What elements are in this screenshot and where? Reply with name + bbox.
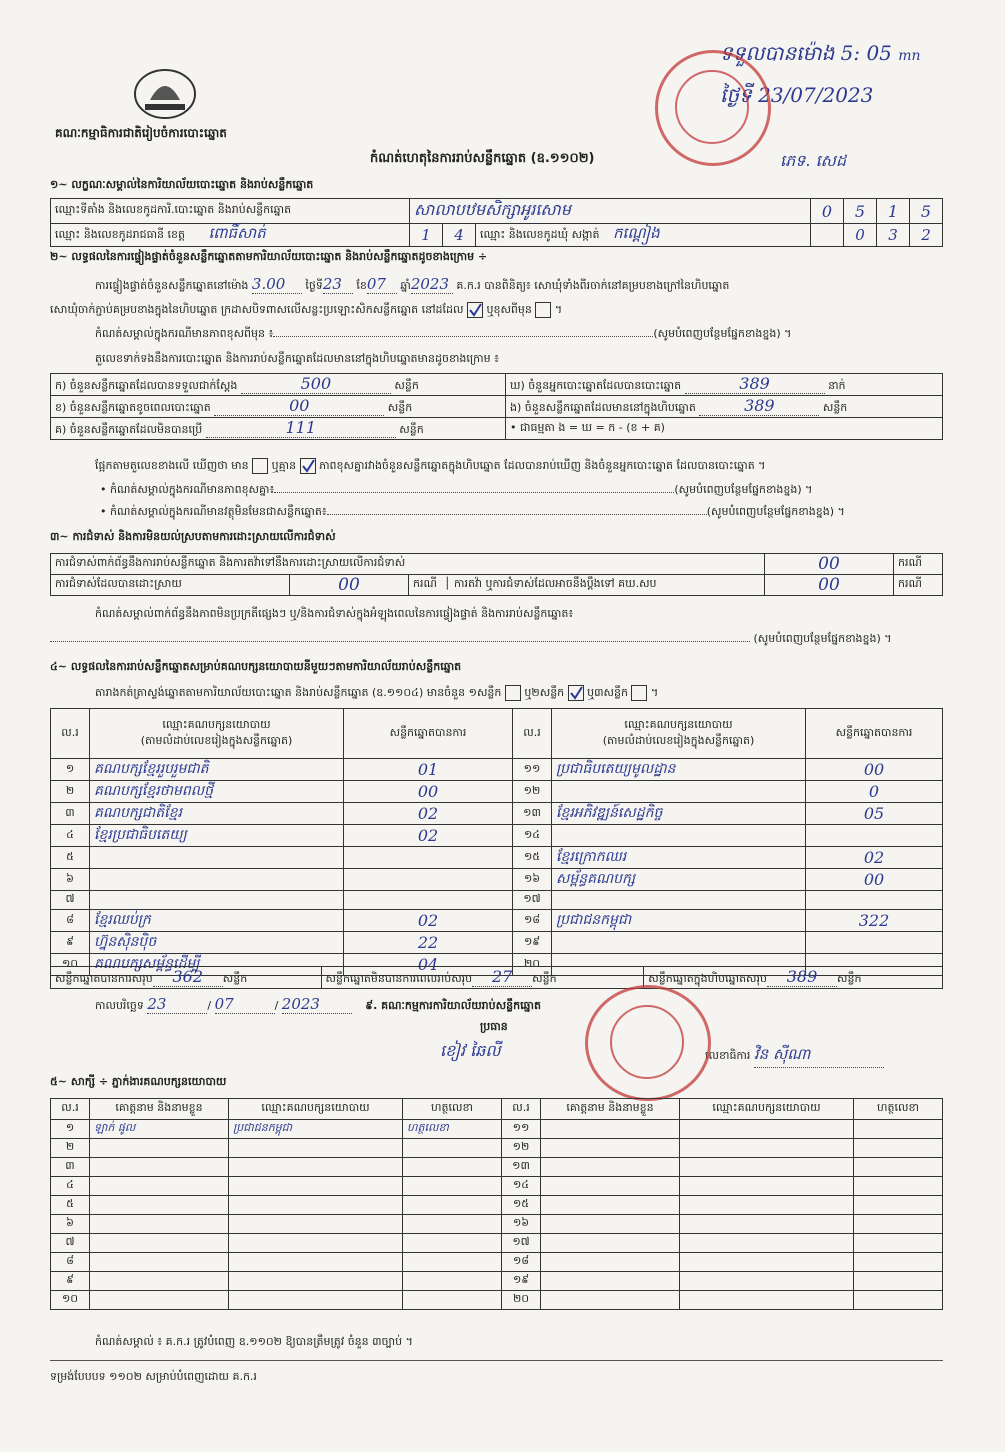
location-code-4: 5 xyxy=(910,199,943,224)
location-value: សាលាបឋមសិក្សាអូរសោម xyxy=(410,199,811,224)
section1-heading: ១~ លក្ខណៈសម្គាល់នៃការិយាល័យបោះឆ្នោត និងរាប់សន្លឹកឆ្នោត xyxy=(50,178,314,191)
figures-intro: តួលេខទាក់ទងនឹងការបោះឆ្នោត និងការរាប់សន្លឹកឆ្នោតដែលមាននៅក្នុងហិបឆ្នោតមានដូចខាងក្រោម ៖ xyxy=(95,352,499,365)
witness-signature xyxy=(403,1177,502,1196)
form-footer: ទម្រង់បែបបទ ១១០២ សម្រាប់បំពេញដោយ គ.ក.រ xyxy=(50,1370,257,1383)
party-votes: 0 xyxy=(806,781,943,803)
section4-heading: ៤~ លទ្ធផលនៃការរាប់សន្លឹកឆ្នោតសម្រាប់គណបក្សនយោបាយនីមួយៗតាមការិយាល័យរាប់សន្លឹកឆ្នោត xyxy=(50,660,462,673)
party-name: គណបក្សសម្ព័ន្ធដើម្បី xyxy=(90,954,344,976)
witness-signature xyxy=(403,1272,502,1291)
three-sheets-checkbox[interactable] xyxy=(631,685,647,701)
party-votes: 02 xyxy=(344,803,513,825)
col-votes: សន្លឹកឆ្នោតបានការ xyxy=(344,709,513,759)
witness-no: ១៣ xyxy=(502,1158,541,1177)
witness-signature xyxy=(854,1196,943,1215)
footer-divider xyxy=(50,1360,943,1361)
box-ballots-row: ង) ចំនួនសន្លឹកឆ្នោតដែលមាននៅក្នុងហិបឆ្នោត 389 សន្លឹក xyxy=(506,396,943,418)
witness-name xyxy=(90,1177,229,1196)
objections-count: 00 xyxy=(765,554,894,575)
witness-name xyxy=(541,1158,680,1177)
table-row xyxy=(51,1177,943,1196)
witness-no: ១៩ xyxy=(502,1272,541,1291)
witness-party xyxy=(229,1234,403,1253)
party-name: គណបក្សជាតិខ្មែរ xyxy=(90,803,344,825)
party-votes: 322 xyxy=(806,910,943,932)
party-name: ខ្មែរប្រជាធិបតេយ្យ xyxy=(90,825,344,847)
totals-table xyxy=(50,966,943,989)
witness-party xyxy=(680,1120,854,1139)
witness-no: ២ xyxy=(51,1139,90,1158)
witness-party xyxy=(680,1177,854,1196)
total-invalid: សន្លឹកឆ្នោតមិនបានការពេលរាប់សរុប 27 សន្លឹក xyxy=(321,967,644,989)
table-row xyxy=(51,781,943,803)
row-no: ១៨ xyxy=(513,910,552,932)
witness-no: ១ xyxy=(51,1120,90,1139)
witness-name xyxy=(541,1272,680,1291)
party-votes: 02 xyxy=(344,910,513,932)
resolved-label: ការជំទាស់ដែលបានដោះស្រាយ xyxy=(51,575,290,596)
location-code-3: 1 xyxy=(877,199,910,224)
party-name xyxy=(90,891,344,910)
witness-name xyxy=(90,1139,229,1158)
witness-party: ប្រជាជនកម្ពុជា xyxy=(229,1120,403,1139)
table-row xyxy=(51,932,943,954)
witness-name xyxy=(90,1196,229,1215)
witness-name xyxy=(90,1215,229,1234)
witness-signature xyxy=(403,1215,502,1234)
witness-name xyxy=(541,1215,680,1234)
formula: • ជាធម្មតា ង = ឃ = ក - (ខ + គ) xyxy=(506,418,943,440)
witness-party xyxy=(680,1139,854,1158)
org-name: គណៈកម្មាធិការជាតិរៀបចំការបោះឆ្នោត xyxy=(55,126,227,140)
row-no: ១៦ xyxy=(513,869,552,891)
party-votes xyxy=(806,825,943,847)
irregularities-note: កំណត់សម្គាល់ពាក់ព័ន្ធនឹងភាពមិនប្រក្រតីផ្សេងៗ ឬ/និងការជំទាស់ក្នុងអំឡុងពេលនៃការផ្ទៀងផ្ទាត់ និងការរាប់សន្លឹកឆ្នោត៖ xyxy=(95,607,574,620)
verification-line: ការផ្ទៀងផ្ទាត់ចំនួនសន្លឹកឆ្នោតនៅម៉ោង 3.00 ថ្ងៃទី23 ខែ07 ឆ្នាំ2023 គ.ក.រ បានពិនិត្យ៖ សោឃុំទាំងពីរចាក់នៅគម្របខាងក្រៅនៃហិបឆ្នោត xyxy=(95,275,730,293)
no-discrepancy-checkbox[interactable] xyxy=(300,458,316,474)
location-code-2: 5 xyxy=(844,199,877,224)
irregularities-fill: (សូមបំពេញបន្ថែមផ្នែកខាងខ្នង) ។ xyxy=(50,632,943,648)
discrepancy-note: • កំណត់សម្គាល់ក្នុងករណីមានភាពខុសគ្នា៖ (សូមបំពេញបន្ថែមផ្នែកខាងខ្នង) ។ xyxy=(100,483,813,496)
table-row xyxy=(51,1158,943,1177)
witness-no: ១២ xyxy=(502,1139,541,1158)
witness-signature xyxy=(854,1158,943,1177)
official-stamp-top-inner xyxy=(675,70,749,144)
witness-name xyxy=(90,1253,229,1272)
party-votes: 22 xyxy=(344,932,513,954)
table-row xyxy=(51,1120,943,1139)
total-in-box: សន្លឹកឆ្នោតក្នុងហិបឆ្នោតសរុប 389 សន្លឹក xyxy=(644,967,943,989)
commune-code-3: 2 xyxy=(910,224,943,247)
row-no: ១៧ xyxy=(513,891,552,910)
received-ballots-row: ក) ចំនួនសន្លឹកឆ្នោតដែលបានទទួលជាក់ស្ដែង 500 សន្លឹក xyxy=(51,374,506,396)
party-votes: 00 xyxy=(806,759,943,781)
witness-signature xyxy=(854,1120,943,1139)
party-name xyxy=(552,825,806,847)
witness-name xyxy=(90,1272,229,1291)
witness-no: ៩ xyxy=(51,1272,90,1291)
witness-signature xyxy=(403,1291,502,1310)
party-name: ខ្មែរអភិវឌ្ឍន៍សេដ្ឋកិច្ច xyxy=(552,803,806,825)
table-row xyxy=(51,910,943,932)
witness-party xyxy=(680,1158,854,1177)
witness-no: ៨ xyxy=(51,1253,90,1272)
voters-row: ឃ) ចំនួនអ្នកបោះឆ្នោតដែលបានបោះឆ្នោត 389 នាក់ xyxy=(506,374,943,396)
witness-signature xyxy=(854,1234,943,1253)
party-results-table: ល.រ ឈ្មោះគណបក្សនយោបាយ (តាមលំដាប់លេខរៀងក្នុងសន្លឹកឆ្នោត) សន្លឹកឆ្នោតបានការ ល.រ ឈ្មោះគណបក្សនយោបាយ (តាមលំដាប់លេខរៀងក្នុងសន្លឹកឆ្នោត) សន្លឹកឆ្នោតបានការ ១ គណបក្សខ្មែររួបរួមជាតិ 01 ១១ ប្រជាធិបតេយ្យមូលដ្ឋាន 00 ២ គណបក្សខ្មែរថាមពលថ្មី 00 ១២ 0 ៣ គណបក្សជាតិខ្មែរ 02 ១៣ ខ្មែរអភិវឌ្ឍន៍សេដ្ឋកិច្ច 05 ៤ ខ្មែរប្រជាធិបតេយ្យ 02 ១៤ ៥ ១៥ ខ្មែរក្រោកឈរ 02 ៦ ១៦ សម្ព័ន្ធគណបក្ស 00 ៧ ១៧ ៨ ខ្មែរឈប់ក្រ 02 ១៨ ប្រជាជនកម្ពុជា 322 ៩ ហ្វ៊ុនស៊ិនប៉ិច 22 ១៩ ១០ គណបក្សសម្ព័ន្ធដើម្បី 04 ២០ xyxy=(50,708,943,976)
col-party: ឈ្មោះគណបក្សនយោបាយ (តាមលំដាប់លេខរៀងក្នុងសន្លឹកឆ្នោត) xyxy=(90,709,344,759)
party-votes: 00 xyxy=(344,781,513,803)
table-row xyxy=(51,759,943,781)
party-name xyxy=(90,869,344,891)
row-no: ៤ xyxy=(51,825,90,847)
two-sheets-checkbox[interactable] xyxy=(568,685,584,701)
table-row xyxy=(51,1139,943,1158)
witness-party xyxy=(229,1196,403,1215)
party-name xyxy=(552,781,806,803)
witness-no: ១៥ xyxy=(502,1196,541,1215)
party-votes xyxy=(344,891,513,910)
witness-no: ៧ xyxy=(51,1234,90,1253)
party-name: ខ្មែរក្រោកឈរ xyxy=(552,847,806,869)
objections-table: ការជំទាស់ពាក់ព័ន្ធនឹងការរាប់សន្លឹកឆ្នោត និងការតវ៉ាទៅនឹងការដោះស្រាយលើការជំទាស់ 00 ករណី ការជំទាស់ដែលបានដោះស្រាយ 00 ករណី │ ការតវ៉ា ឬការជំទាស់ដែលអាចនឹងប្ដឹងទៅ គឃ.សប 00 ករណី xyxy=(50,553,943,596)
received-initials: ភេទ. សេដ xyxy=(780,151,847,170)
appeal-label: ករណី │ ការតវ៉ា ឬការជំទាស់ដែលអាចនឹងប្ដឹងទៅ គឃ.សប xyxy=(409,575,765,596)
has-discrepancy-checkbox[interactable] xyxy=(252,458,268,474)
witness-no: ៣ xyxy=(51,1158,90,1177)
row-no: ១២ xyxy=(513,781,552,803)
witness-no: ១៧ xyxy=(502,1234,541,1253)
table-row xyxy=(51,825,943,847)
received-date: ថ្ងៃទី 23/07/2023 xyxy=(720,83,874,107)
province-label: ឈ្មោះ និងលេខកូដរាជធានី ខេត្ត ពោធិ៍សាត់ xyxy=(51,224,410,247)
location-code-1: 0 xyxy=(811,199,844,224)
commune-code-2: 3 xyxy=(877,224,910,247)
footnote: កំណត់សម្គាល់ ៖ គ.ក.រ ត្រូវបំពេញ ឧ.១១០២ ឱ្យបានត្រឹមត្រូវ ចំនួន ៣ច្បាប់ ។ xyxy=(95,1335,413,1348)
witness-party xyxy=(229,1139,403,1158)
appeal-count: 00 xyxy=(765,575,894,596)
location-label: ឈ្មោះទីតាំង និងលេខកូដការិ.បោះឆ្នោត និងរាប់សន្លឹកឆ្នោត xyxy=(51,199,410,224)
witness-party xyxy=(229,1253,403,1272)
one-sheet-checkbox[interactable] xyxy=(505,685,521,701)
table-row xyxy=(51,1291,943,1310)
table-row xyxy=(51,1196,943,1215)
table-row xyxy=(51,1234,943,1253)
discrepancy-line: ផ្អែកតាមតួលេខខាងលើ ឃើញថា មាន ឬគ្មាន ភាពខុសគ្នារវាងចំនួនសន្លឹកឆ្នោតក្នុងហិបឆ្នោត ដែលបានរាប់ឃើញ និងចំនួនអ្នកបោះឆ្នោត ដែលបានបោះឆ្នោត ។ xyxy=(95,459,766,472)
seal-same-checkbox[interactable] xyxy=(467,302,483,318)
witness-party xyxy=(680,1253,854,1272)
party-votes: 05 xyxy=(806,803,943,825)
witness-table: ល.រ គោត្តនាម និងនាមខ្លួន ឈ្មោះគណបក្សនយោបាយ ហត្ថលេខា ល.រ គោត្តនាម និងនាមខ្លួន ឈ្មោះគណបក្សនយោបាយ ហត្ថលេខា ១ ឡាក់ ផូល ប្រជាជនកម្ពុជា ហត្ថលេខា ១១ ២ ១២ ៣ ១៣ ៤ ១៤ ៥ ១៥ ៦ ១៦ ៧ ១៧ ៨ ១៨ ៩ ១៩ ១០ ២០ xyxy=(50,1098,943,1310)
witness-name xyxy=(541,1291,680,1310)
witness-no: ១៤ xyxy=(502,1177,541,1196)
row-no: ១១ xyxy=(513,759,552,781)
witness-signature xyxy=(403,1253,502,1272)
table-row xyxy=(51,869,943,891)
witness-no: ៥ xyxy=(51,1196,90,1215)
witness-name xyxy=(541,1139,680,1158)
section5-heading: ៥~ សាក្សី ÷ ភ្នាក់ងារគណបក្សនយោបាយ xyxy=(50,1075,227,1088)
row-no: ១៣ xyxy=(513,803,552,825)
witness-party xyxy=(229,1215,403,1234)
party-votes: 00 xyxy=(806,869,943,891)
party-name xyxy=(552,891,806,910)
witness-no: ១៨ xyxy=(502,1253,541,1272)
witness-party xyxy=(680,1215,854,1234)
row-no: ៥ xyxy=(51,847,90,869)
party-name: គណបក្សខ្មែរថាមពលថ្មី xyxy=(90,781,344,803)
row-no: ១៤ xyxy=(513,825,552,847)
row-no: ៩ xyxy=(51,932,90,954)
unused-ballots-row: គ) ចំនួនសន្លឹកឆ្នោតដែលមិនបានប្រើ 111 សន្លឹក xyxy=(51,418,506,440)
section1-table xyxy=(50,198,943,247)
witness-no: ១៦ xyxy=(502,1215,541,1234)
table-row xyxy=(51,847,943,869)
witness-party xyxy=(680,1272,854,1291)
row-no: ២០ xyxy=(513,954,552,976)
witness-party xyxy=(229,1177,403,1196)
party-votes xyxy=(806,891,943,910)
witness-no: ៤ xyxy=(51,1177,90,1196)
party-votes xyxy=(344,869,513,891)
party-name: ប្រជាធិបតេយ្យមូលដ្ឋាន xyxy=(552,759,806,781)
witness-no: ១១ xyxy=(502,1120,541,1139)
witness-party xyxy=(229,1291,403,1310)
seal-note-line: កំណត់សម្គាល់ក្នុងករណីមានភាពខុសពីមុន ៖ (សូមបំពេញបន្ថែមផ្នែកខាងខ្នង) ។ xyxy=(95,327,792,340)
section2-heading: ២~ លទ្ធផលនៃការផ្ទៀងផ្ទាត់ចំនួនសន្លឹកឆ្នោតតាមការិយាល័យបោះឆ្នោត និងរាប់សន្លឹកឆ្នោតដូចខាងក្រោម ÷ xyxy=(50,250,488,263)
party-votes: 04 xyxy=(344,954,513,976)
witness-name xyxy=(90,1234,229,1253)
witness-party xyxy=(680,1234,854,1253)
objections-label: ការជំទាស់ពាក់ព័ន្ធនឹងការរាប់សន្លឹកឆ្នោត និងការតវ៉ាទៅនឹងការដោះស្រាយលើការជំទាស់ xyxy=(51,554,765,575)
witness-no: ៦ xyxy=(51,1215,90,1234)
witness-party xyxy=(229,1158,403,1177)
witness-signature xyxy=(854,1253,943,1272)
party-votes xyxy=(344,847,513,869)
official-stamp-bottom-inner xyxy=(610,1005,684,1079)
party-votes: 02 xyxy=(806,847,943,869)
resolved-count: 00 xyxy=(290,575,409,596)
row-no: ៨ xyxy=(51,910,90,932)
witness-signature xyxy=(403,1196,502,1215)
chair-label: ប្រធាន xyxy=(480,1020,508,1033)
witness-name xyxy=(541,1234,680,1253)
witness-name xyxy=(90,1291,229,1310)
spoiled-ballots-row: ខ) ចំនួនសន្លឹកឆ្នោតខូចពេលបោះឆ្នោត 00 សន្លឹក xyxy=(51,396,506,418)
party-name: ហ្វ៊ុនស៊ិនប៉ិច xyxy=(90,932,344,954)
signing-date: កាលបរិច្ឆេទ 23 / 07 / 2023 ៩. គណៈកម្មការការិយាល័យរាប់សន្លឹកឆ្នោត xyxy=(95,995,542,1013)
commune-label: ឈ្មោះ និងលេខកូដឃុំ សង្កាត់ កណ្ដៀង xyxy=(476,224,811,247)
table-row xyxy=(51,891,943,910)
province-code-1: 1 xyxy=(410,224,443,247)
row-no: ១០ xyxy=(51,954,90,976)
table-row xyxy=(51,1215,943,1234)
commune-code-1: 0 xyxy=(844,224,877,247)
party-name xyxy=(552,932,806,954)
row-no: ២ xyxy=(51,781,90,803)
witness-signature xyxy=(854,1291,943,1310)
witness-signature xyxy=(403,1234,502,1253)
table-row xyxy=(51,1253,943,1272)
row-no: ៧ xyxy=(51,891,90,910)
tally-sheet-line: តារាងកត់ត្រាស្ទង់ឆ្នោតតាមការិយាល័យបោះឆ្នោត និងរាប់សន្លឹកឆ្នោត (ឧ.១១០៤) មានចំនួន ១សន្លឹក ឬ២សន្លឹក ឬ៣សន្លឹក ។ xyxy=(95,686,659,699)
row-no: ១ xyxy=(51,759,90,781)
witness-signature: ហត្ថលេខា xyxy=(403,1120,502,1139)
page-title: កំណត់ហេតុនៃការរាប់សន្លឹកឆ្នោត (ឧ.១១០២) xyxy=(370,151,595,166)
figures-table xyxy=(50,373,943,440)
witness-signature xyxy=(854,1139,943,1158)
witness-name xyxy=(90,1158,229,1177)
witness-name: ឡាក់ ផូល xyxy=(90,1120,229,1139)
secretary-line: លេខាធិការ វិន ស៊ីណា xyxy=(705,1045,884,1068)
witness-signature xyxy=(403,1139,502,1158)
witness-name xyxy=(541,1196,680,1215)
row-no: ៣ xyxy=(51,803,90,825)
row-no: ៦ xyxy=(51,869,90,891)
chair-signature: ខៀវ ឆៃលី xyxy=(440,1041,501,1060)
party-name: សម្ព័ន្ធគណបក្ស xyxy=(552,869,806,891)
party-name: គណបក្សខ្មែររួបរួមជាតិ xyxy=(90,759,344,781)
col-no: ល.រ xyxy=(51,709,90,759)
witness-party xyxy=(680,1291,854,1310)
total-valid: សន្លឹកឆ្នោតបានការសរុប 362 សន្លឹក xyxy=(51,967,322,989)
seal-different-checkbox[interactable] xyxy=(535,302,551,318)
witness-no: ២០ xyxy=(502,1291,541,1310)
party-votes: 01 xyxy=(344,759,513,781)
party-name: ប្រជាជនកម្ពុជា xyxy=(552,910,806,932)
witness-name xyxy=(541,1177,680,1196)
witness-signature xyxy=(854,1215,943,1234)
party-votes xyxy=(806,932,943,954)
witness-party xyxy=(680,1196,854,1215)
section3-heading: ៣~ ការជំទាស់ និងការមិនយល់ស្របតាមការដោះស្រាយលើការជំទាស់ xyxy=(50,530,336,543)
witness-no: ១០ xyxy=(51,1291,90,1310)
witness-signature xyxy=(854,1272,943,1291)
province-code-2: 4 xyxy=(443,224,476,247)
seal-check-line: សោឃុំចាក់ភ្ជាប់គម្របខាងក្នុងនៃហិបឆ្នោត ក្រដាសបិទពាសលើសន្លះប្រឡោះសិកសន្លឹកឆ្នោត នៅដដែល ឬខុសពីមុន ។ xyxy=(50,303,563,316)
witness-signature xyxy=(403,1158,502,1177)
table-row xyxy=(51,1272,943,1291)
foreign-object-note: • កំណត់សម្គាល់ក្នុងករណីមានវត្ថុមិនមែនជាសន្លឹកឆ្នោត៖ (សូមបំពេញបន្ថែមផ្នែកខាងខ្នង) ។ xyxy=(100,505,845,518)
party-votes: 02 xyxy=(344,825,513,847)
witness-party xyxy=(229,1272,403,1291)
witness-name xyxy=(541,1120,680,1139)
party-name xyxy=(90,847,344,869)
table-row xyxy=(51,803,943,825)
nec-logo xyxy=(130,62,200,122)
row-no: ១៥ xyxy=(513,847,552,869)
row-no: ១៩ xyxy=(513,932,552,954)
witness-name xyxy=(541,1253,680,1272)
witness-signature xyxy=(854,1177,943,1196)
received-time: ទទួលបានម៉ោង 5: 05 mn xyxy=(720,41,921,65)
party-name: ខ្មែរឈប់ក្រ xyxy=(90,910,344,932)
